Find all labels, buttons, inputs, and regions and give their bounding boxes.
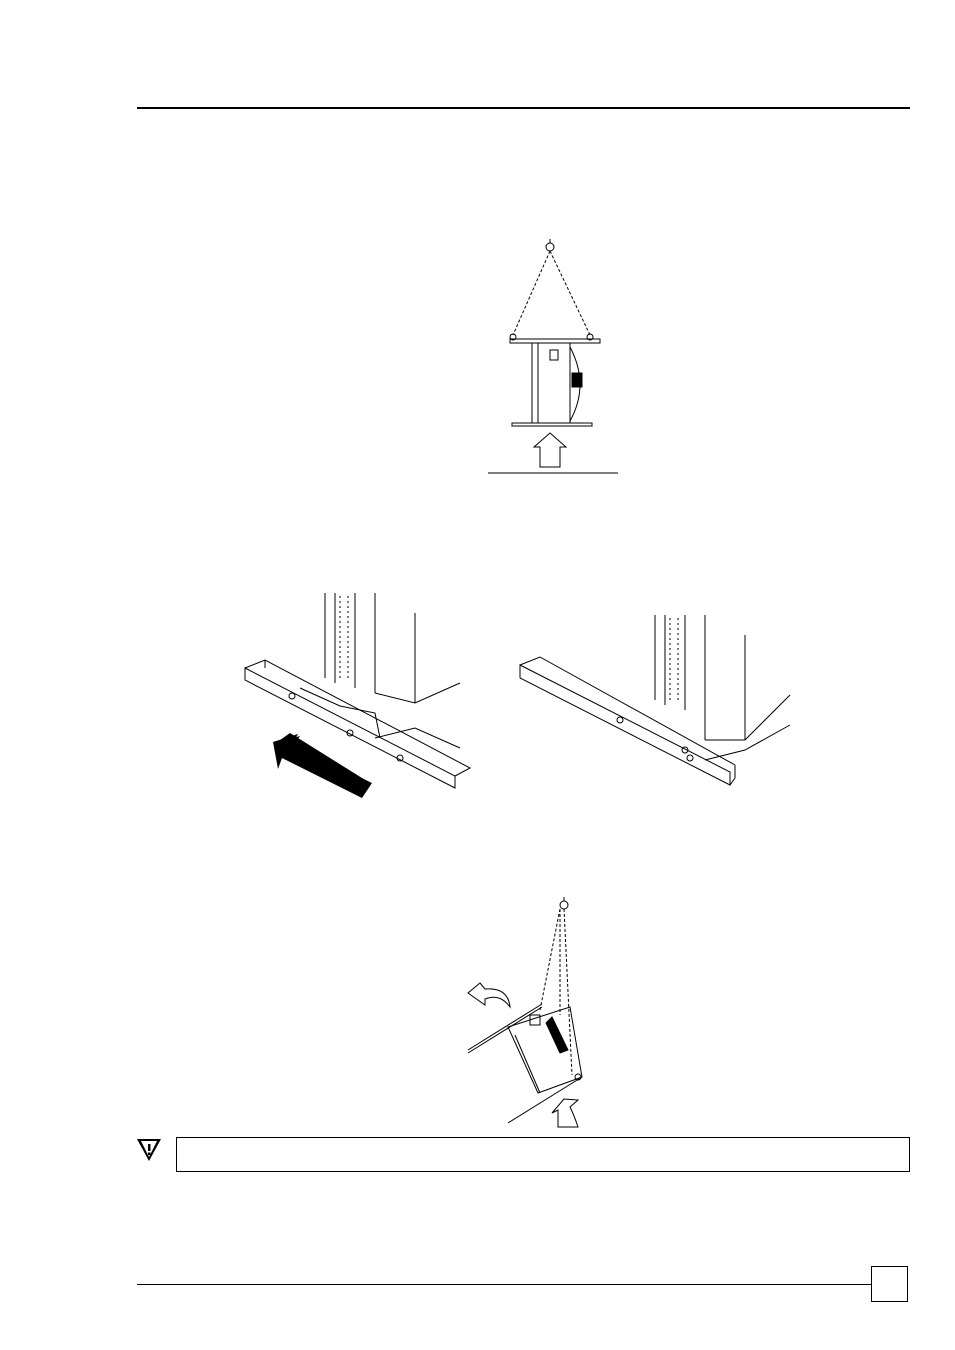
warning-triangle-icon (136, 1138, 162, 1162)
page-number-box (871, 1266, 908, 1302)
crane-hook-icon (546, 243, 554, 251)
figure-base-frame-fitted (515, 610, 800, 795)
header-rule (137, 107, 910, 109)
warning-box (176, 1137, 910, 1172)
figure-lift-unit-upright (480, 235, 640, 480)
rotate-arrow-icon (468, 983, 510, 1007)
figure-base-frame-slide-in (240, 588, 470, 808)
footer-rule (137, 1284, 871, 1285)
figure-tilt-unit (460, 895, 600, 1135)
crane-hook-icon (560, 901, 568, 909)
